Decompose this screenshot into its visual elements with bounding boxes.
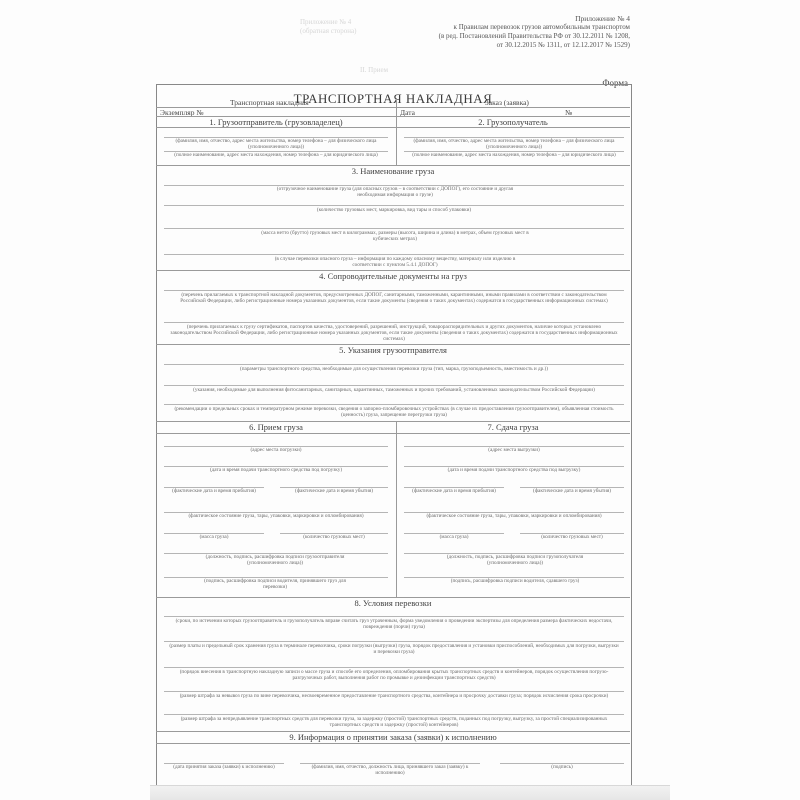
form-label: Форма — [602, 78, 628, 88]
rule — [156, 433, 630, 434]
fill-line — [164, 254, 624, 255]
field-caption: (дата и время подачи транспортного средства под выгрузку) — [447, 467, 581, 473]
field-caption: (фактические дата и время прибытия) — [412, 488, 496, 494]
appendix-line: Приложение № 4 — [575, 14, 630, 23]
section-cargo-name: 3. Наименование груза — [351, 166, 435, 176]
field-caption: (масса нетто (брутто) грузовых мест в килограммах, размеры (высота, ширина и длина) в метрах, объем грузовых мест в кубических метрах) — [261, 230, 529, 243]
copy-number-label: Экземпляр № — [160, 108, 204, 117]
rule — [156, 127, 630, 128]
fill-line — [164, 667, 624, 668]
section-consignee: 2. Грузополучатель — [478, 117, 548, 127]
field-caption: (подпись) — [551, 764, 573, 770]
section-cargo-delivery: 7. Сдача груза — [487, 422, 539, 432]
appendix-line: от 30.12.2015 № 1311, от 12.12.2017 № 1529) — [496, 41, 630, 49]
field-caption: (указания, необходимые для выполнения фитосанитарных, санитарных, карантинных, таможенных и прочих требований, установленных законодательством Российской Федерации) — [193, 387, 595, 393]
field-caption: (подпись, расшифровка подписи водителя, сдавшего груз) — [450, 578, 580, 584]
field-caption: (параметры транспортного средства, необходимые для осуществления перевозки груза (тип, марка, грузоподъемность, вместимость и др.)) — [240, 366, 548, 372]
field-caption: (порядок внесения в транспортную накладную записи о массе груза и способе его определения, опломбирования крытых транспортных средств и контейнеров, порядок осуществления погрузо-разгрузочных работ, выполнения работ по промывке и дезинфекции транспортных средств) — [179, 669, 609, 682]
field-caption: (размер платы и предельный срок хранения груза в терминале перевозчика, сроки погрузки (выгрузки) груза, порядок предоставления и установки приспособлений, необходимых для погрузки, выгрузки и перевозки груза) — [169, 643, 619, 656]
bleed-through-text: II. Прием — [360, 66, 388, 74]
appendix-note — [439, 14, 630, 50]
rule — [396, 116, 397, 165]
field-caption: (количество грузовых мест) — [541, 534, 603, 540]
field-caption: (масса груза) — [439, 534, 469, 540]
order-label: Заказ (заявка) — [485, 98, 529, 107]
section-transport-conditions: 8. Условия перевозки — [354, 598, 432, 608]
field-caption: (размер штрафа за невывоз груза по вине перевозчика, несвоевременное предоставление транспортного средства, контейнера и просрочку доставки груза; порядок исчисления срока просрочки) — [179, 693, 609, 699]
field-caption: (полное наименование, адрес места нахождения, номер телефона – для юридического лица) — [174, 152, 378, 158]
section-shipper: 1. Грузоотправитель (грузовладелец) — [209, 117, 343, 127]
date-label: Дата — [400, 108, 415, 117]
fill-line — [164, 322, 624, 323]
field-caption: (перечень прилагаемых к грузу сертификатов, паспортов качества, удостоверений, разрешений, инструкций, товарораспорядительных и других документов, наличие которых установлено законодательством Российской Федерации, либо регистрационные номера указанных документов, если такие документы (сведения о таких документах) содержатся в государственных информационных системах) — [170, 324, 618, 343]
page-curl-shadow — [150, 785, 670, 800]
field-caption: (полное наименование, адрес места нахождения, номер телефона – для юридического лица) — [412, 152, 616, 158]
rule — [396, 421, 397, 597]
field-caption: (дата и время подачи транспортного средства под погрузку) — [209, 467, 343, 473]
fill-line — [164, 385, 624, 386]
fill-line — [164, 641, 624, 642]
field-caption: (отгрузочное наименование груза (для опасных грузов – в соответствии с ДОПОГ), его состояние и другая необходимая информация о грузе) — [276, 186, 514, 199]
fill-line — [164, 616, 624, 617]
rule — [396, 98, 397, 116]
fill-line — [164, 290, 624, 291]
section-shipper-instructions: 5. Указания грузоотправителя — [339, 345, 447, 355]
section-order-acceptance: 9. Информация о принятии заказа (заявки) к исполнению — [289, 732, 497, 742]
rule — [156, 743, 630, 744]
fill-line — [164, 228, 624, 229]
waybill-label: Транспортная накладная — [230, 98, 309, 107]
section-cargo-acceptance: 6. Прием груза — [249, 422, 303, 432]
field-caption: (количество грузовых мест) — [303, 534, 365, 540]
field-caption: (должность, подпись, расшифровка подписи грузополучателя (уполномоченного лица)) — [446, 554, 584, 567]
field-caption: (перечень прилагаемых к транспортной накладной документов, предусмотренных ДОПОГ, санитарными, таможенными, карантинными, иными правилами в соответствии с законодательством Российской Федерации, либо регистрационные номера указанных документов, если такие документы (сведения о таких документах) содержатся в государственных информационных системах) — [180, 292, 608, 305]
field-caption: (фамилия, имя, отчество, адрес места жительства, номер телефона – для физического лица (уполномоченного лица)) — [413, 138, 615, 151]
fill-line — [164, 404, 624, 405]
field-caption: (должность, подпись, расшифровка подписи грузоотправителя (уполномоченного лица)) — [205, 554, 345, 567]
field-caption: (фактические дата и время убытия) — [294, 488, 374, 494]
fill-line — [164, 714, 624, 715]
field-caption: (фамилия, имя, отчество, должность лица, принявшего заказ (заявку) к исполнению) — [311, 764, 469, 777]
bleed-through-text: Приложение № 4 (обратная сторона) — [300, 18, 357, 35]
field-caption: (дата принятия заказа (заявки) к исполнению) — [173, 764, 275, 770]
field-caption: (количество грузовых мест, маркировка, вид тары и способ упаковки) — [316, 207, 472, 213]
section-documents: 4. Сопроводительные документы на груз — [319, 271, 467, 281]
field-caption: (размер штрафа за непредъявление транспортных средств для перевозки груза, за задержку (простой) транспортных средств, поданных под погрузку, выгрузку, за простой специализированных транспортных средств и задержку (простой) контейнеров) — [180, 716, 608, 729]
field-caption: (фактические дата и время убытия) — [532, 488, 612, 494]
rule — [156, 107, 630, 108]
number-label: № — [565, 108, 573, 117]
field-caption: (адрес места выгрузки) — [488, 447, 540, 453]
fill-line — [164, 205, 624, 206]
field-caption: (фамилия, имя, отчество, адрес места жительства, номер телефона – для физического лица (уполномоченного лица)) — [175, 138, 377, 151]
field-caption: (масса груза) — [199, 534, 229, 540]
field-caption: (рекомендации о предельных сроках и температурном режиме перевозки, сведения о запорно-пломбировочных устройствах (в случае их предоставления грузоотправителем), объявленная стоимость (ценность) груза, запрещение перегрузки груза) — [174, 406, 614, 419]
field-caption: (подпись, расшифровка подписи водителя, принявшего груз для перевозки) — [204, 578, 346, 591]
field-caption: (в случае перевозки опасного груза – информация по каждому опасному веществу, материалу или изделию в соответствии с пунктом 5.4.1 ДОПОГ) — [274, 256, 516, 269]
fill-line — [164, 691, 624, 692]
field-caption: (фактическое состояние груза, тары, упаковки, маркировки и опломбирования) — [188, 513, 364, 519]
field-caption: (адрес места погрузки) — [250, 447, 302, 453]
appendix-line: к Правилам перевозок грузов автомобильным транспортом — [453, 23, 630, 31]
document-title: ТРАНСПОРТНАЯ НАКЛАДНАЯ — [293, 91, 493, 106]
field-caption: (фактическое состояние груза, тары, упаковки, маркировки и опломбирования) — [426, 513, 602, 519]
appendix-line: (в ред. Постановлений Правительства РФ от 30.12.2011 № 1208, — [438, 32, 630, 40]
field-caption: (фактические дата и время прибытия) — [172, 488, 256, 494]
field-caption: (сроки, по истечении которых грузоотправитель и грузополучатель вправе считать груз утраченным, форма уведомления о проведении экспертизы для определения размера фактических недостачи, повреждения (порчи) груза) — [175, 618, 613, 631]
fill-line — [164, 364, 624, 365]
